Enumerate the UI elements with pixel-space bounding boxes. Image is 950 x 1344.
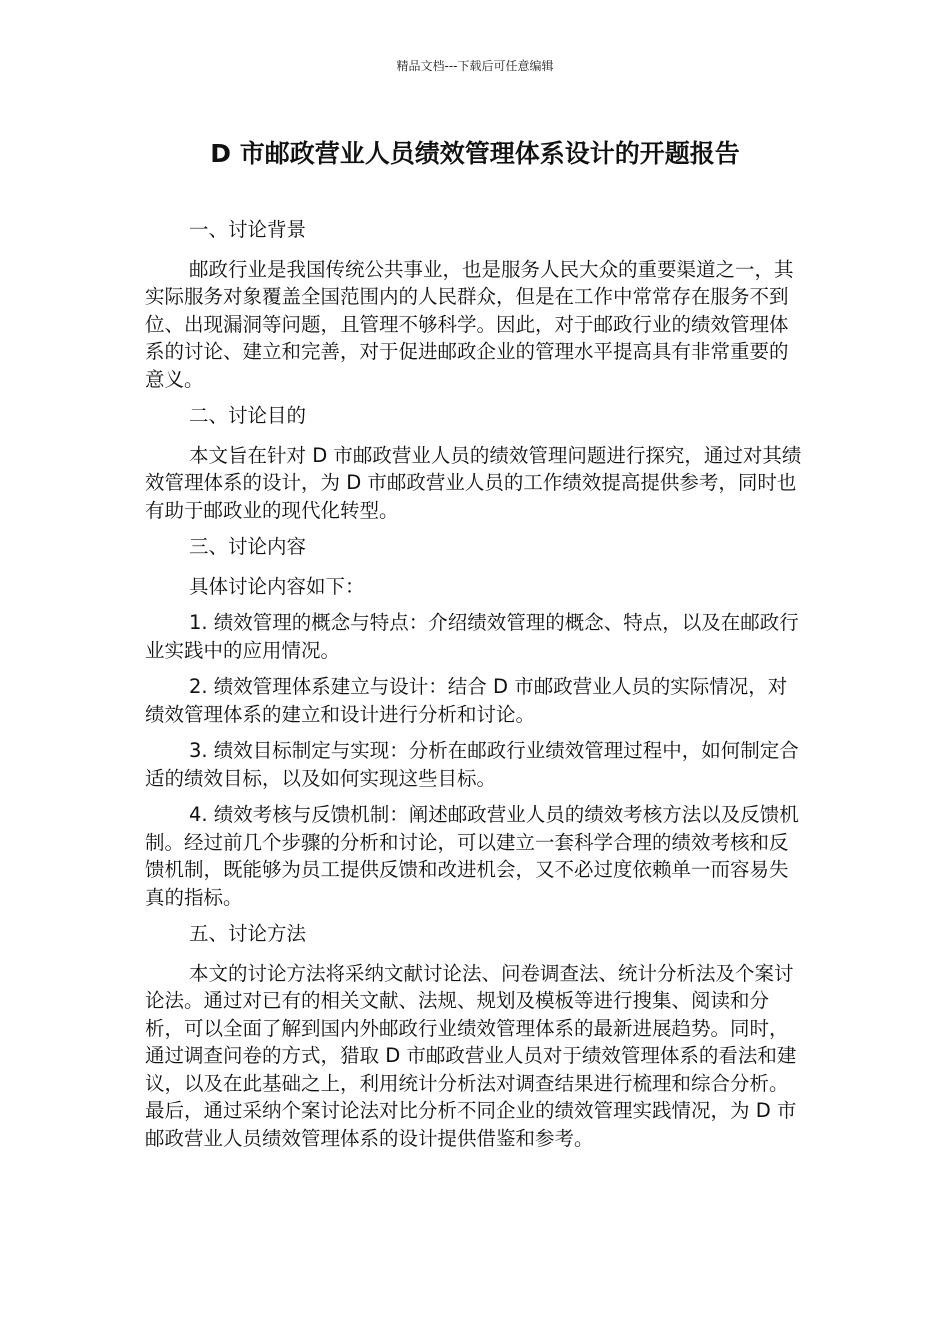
paragraph-content-intro: 具体讨论内容如下： [189, 574, 365, 598]
section-heading-content: 三、讨论内容 [189, 535, 307, 558]
list-item-content-3: 3. 绩效目标制定与实现：分析在邮政行业绩效管理过程中，如何制定合适的绩效目标，以及如何实现这些目标。 [145, 739, 799, 790]
section-heading-background: 一、讨论背景 [189, 218, 307, 241]
list-item-content-4: 4. 绩效考核与反馈机制：阐述邮政营业人员的绩效考核方法以及反馈机制。经过前几个步骤的分析和讨论，可以建立一套科学合理的绩效考核和反馈机制，既能够为员工提供反馈和改进机会，又不必过度依赖单一而容易失真的指标。 [145, 803, 799, 909]
section-heading-purpose: 二、讨论目的 [189, 404, 307, 427]
section-heading-method: 五、讨论方法 [189, 922, 307, 945]
paragraph-purpose: 本文旨在针对 D 市邮政营业人员的绩效管理问题进行探究，通过对其绩效管理体系的设计，为 D 市邮政营业人员的工作绩效提高提供参考，同时也有助于邮政业的现代化转型。 [145, 443, 802, 522]
list-item-content-2: 2. 绩效管理体系建立与设计：结合 D 市邮政营业人员的实际情况，对绩效管理体系的建立和设计进行分析和讨论。 [145, 675, 788, 726]
list-item-content-1: 1. 绩效管理的概念与特点：介绍绩效管理的概念、特点，以及在邮政行业实践中的应用情况。 [145, 611, 799, 662]
paragraph-background: 邮政行业是我国传统公共事业，也是服务人民大众的重要渠道之一，其实际服务对象覆盖全国范围内的人民群众，但是在工作中常常存在服务不到位、出现漏洞等问题，且管理不够科学。因此，对于邮政行业的绩效管理体系的讨论、建立和完善，对于促进邮政企业的管理水平提高具有非常重要的意义。 [145, 257, 794, 391]
document-body [145, 216, 805, 1161]
header-note: 精品文档---下载后可任意编辑 [396, 59, 554, 73]
document-title: D 市邮政营业人员绩效管理体系设计的开题报告 [210, 139, 740, 168]
paragraph-method: 本文的讨论方法将采纳文献讨论法、问卷调查法、统计分析法及个案讨论法。通过对已有的相关文献、法规、规划及模板等进行搜集、阅读和分析，可以全面了解到国内外邮政行业绩效管理体系的最新进展趋势。同时，通过调查问卷的方式，猎取 D 市邮政营业人员对于绩效管理体系的看法和建议，以及在此基础之上，利用统计分析法对调查结果进行梳理和综合分析。最后，通过采纳个案讨论法对比分析不同企业的绩效管理实践情况，为 D 市邮政营业人员绩效管理体系的设计提供借鉴和参考。 [145, 961, 797, 1150]
